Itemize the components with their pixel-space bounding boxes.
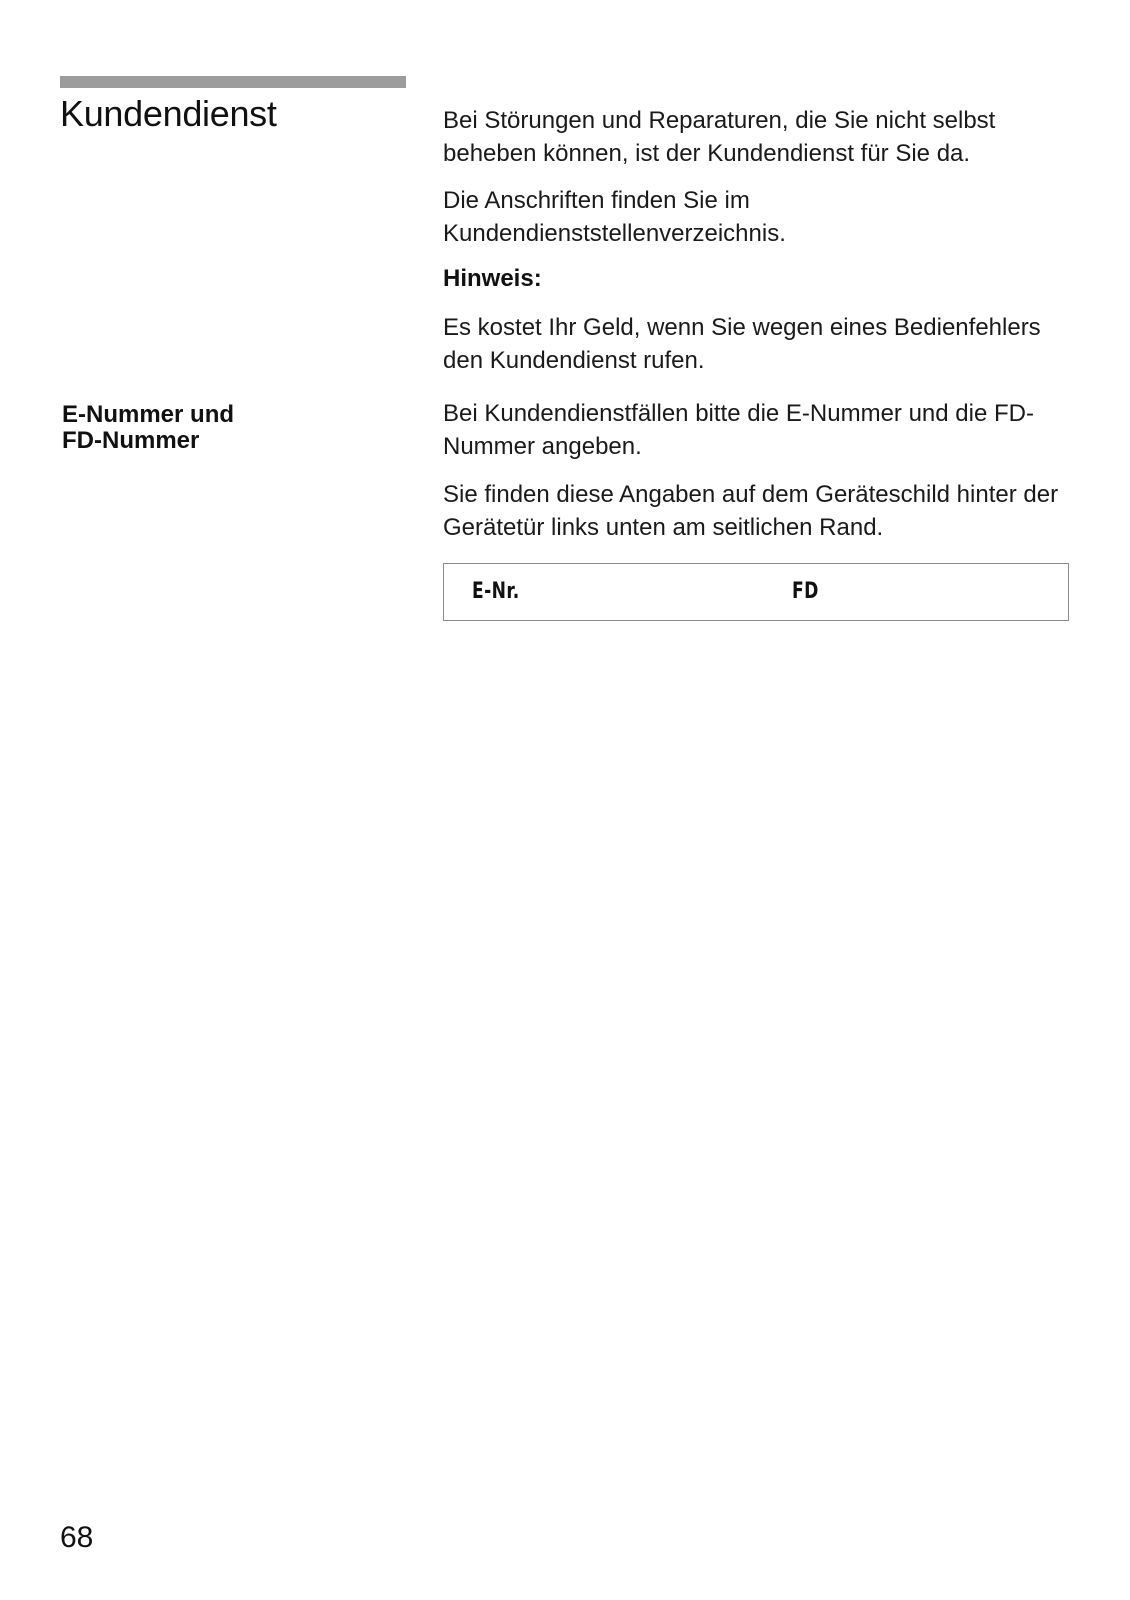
enumber-text-block bbox=[443, 397, 1083, 544]
note-label: Hinweis: bbox=[443, 265, 542, 292]
note-text-block bbox=[443, 311, 1083, 377]
page-title: Kundendienst bbox=[60, 93, 277, 134]
enumber-paragraph: Sie finden diese Angaben auf dem Geräteschild hinter der Gerätetür links unten am seitlichen Rand. bbox=[443, 481, 1059, 541]
enumber-paragraph: Bei Kundendienstfällen bitte die E-Nummer und die FD-Nummer angeben. bbox=[443, 400, 1034, 460]
intro-text-block bbox=[443, 104, 1083, 250]
enumber-heading-line: FD-Nummer bbox=[62, 427, 200, 454]
intro-paragraph: Bei Störungen und Reparaturen, die Sie nicht selbst beheben können, ist der Kundendienst für Sie da. bbox=[443, 107, 996, 167]
fd-label: FD bbox=[792, 579, 819, 604]
nameplate-box bbox=[443, 563, 1069, 621]
e-nr-label: E-Nr. bbox=[472, 579, 520, 604]
enumber-section-heading bbox=[62, 402, 392, 454]
enumber-heading-line: E-Nummer und bbox=[62, 401, 235, 428]
page-number: 68 bbox=[60, 1521, 94, 1554]
section-divider-bar bbox=[60, 76, 406, 88]
note-paragraph: Es kostet Ihr Geld, wenn Sie wegen eines Bedienfehlers den Kundendienst rufen. bbox=[443, 314, 1041, 374]
intro-paragraph: Die Anschriften finden Sie im Kundendienststellenverzeichnis. bbox=[443, 187, 786, 247]
